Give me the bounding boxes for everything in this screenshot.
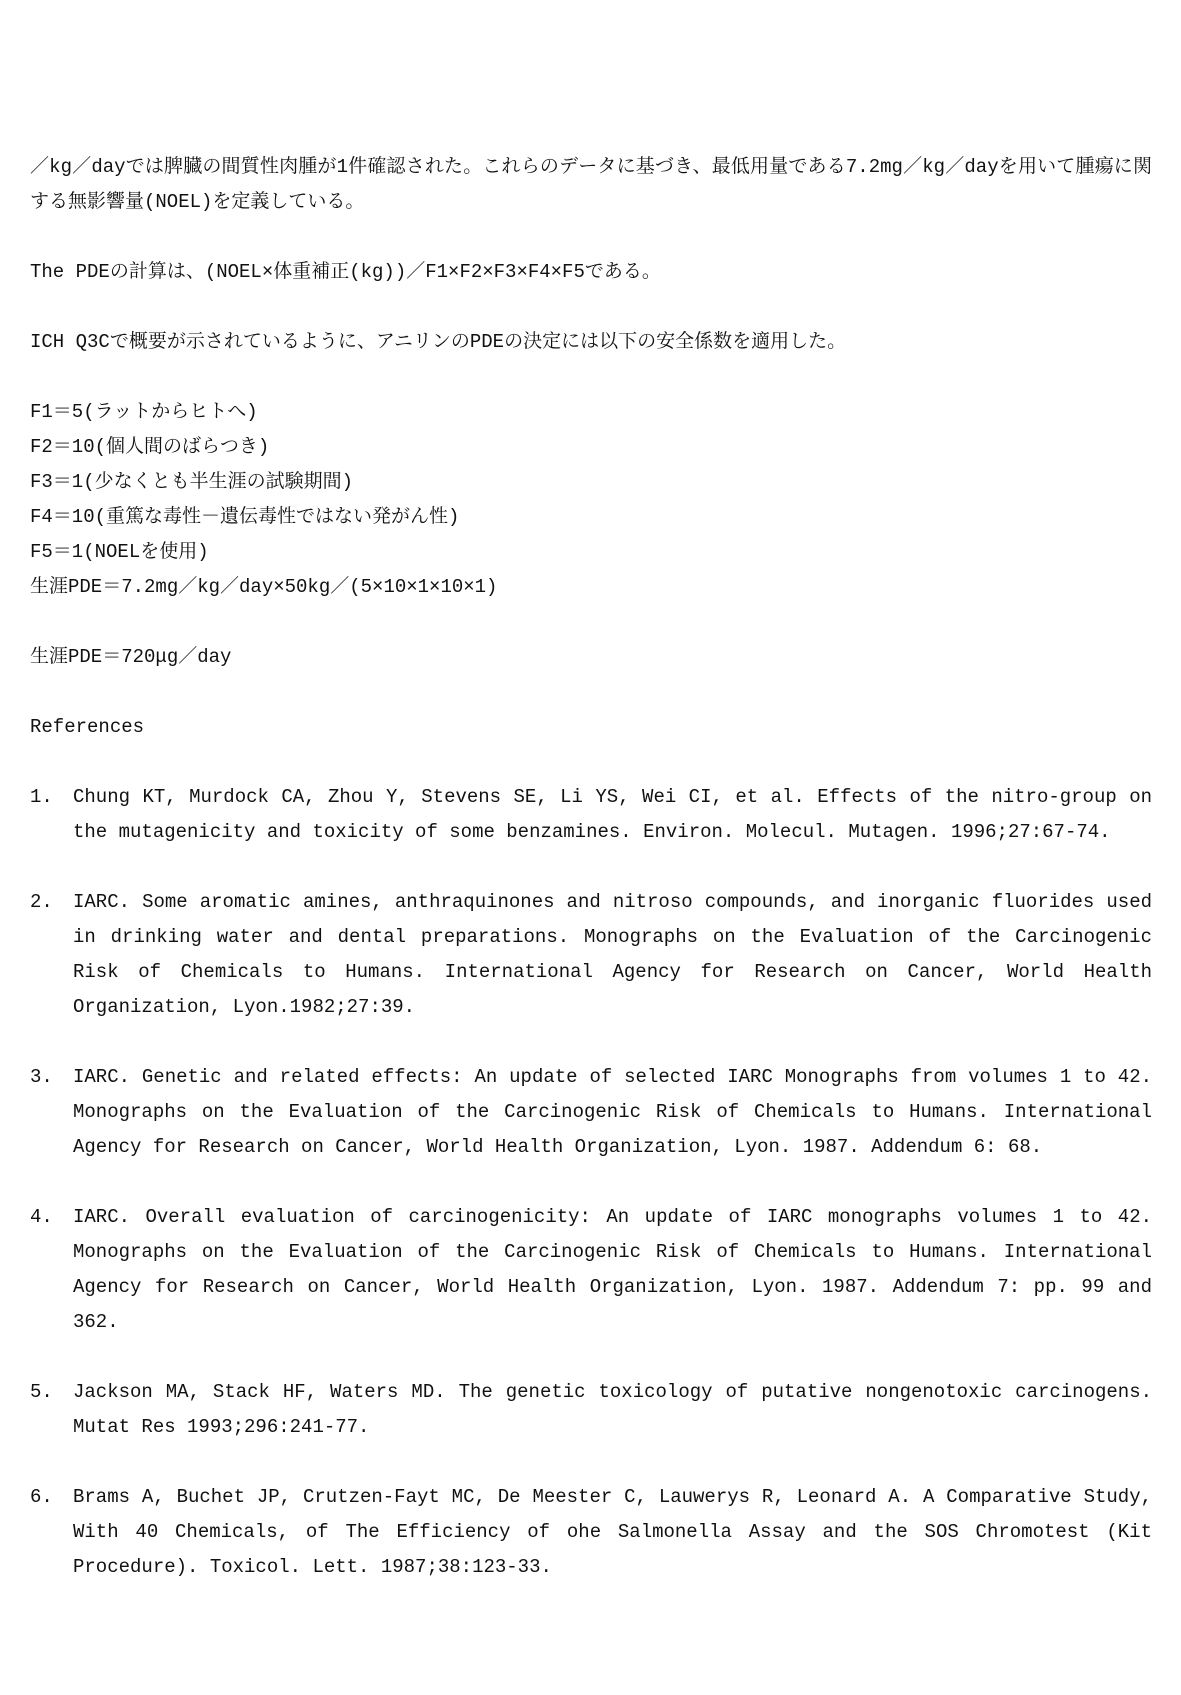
factor-list (30, 395, 1152, 605)
factor-f4: F4＝10(重篤な毒性－遺伝毒性ではない発がん性) (30, 506, 460, 528)
references-heading: References (30, 716, 145, 738)
reference-number: 1. (30, 786, 53, 808)
reference-text: Chung KT, Murdock CA, Zhou Y, Stevens SE, Li YS, Wei CI, et al. Effects of the nitro-group on the mutagenicity and toxicity of some benzamines. Environ. Molecul. Mutagen. 1996;27:67-74. (73, 786, 1152, 843)
paragraph-safety-factors: ICH Q3Cで概要が示されているように、アニリンのPDEの決定には以下の安全係数を適用した。 (30, 331, 847, 353)
reference-number: 6. (30, 1486, 53, 1508)
factor-f5: F5＝1(NOELを使用) (30, 541, 209, 563)
document-page (30, 150, 1152, 1585)
reference-number: 2. (30, 891, 53, 913)
reference-list (30, 780, 1152, 1585)
reference-item (30, 885, 1152, 1025)
factor-f3: F3＝1(少なくとも半生涯の試験期間) (30, 471, 354, 493)
reference-text: IARC. Overall evaluation of carcinogenicity: An update of IARC monographs volumes 1 to 42. Monographs on the Evaluation of the Carcinogenic Risk of Chemicals to Humans. International Agency for Research on Cancer, World Health Organization, Lyon. 1987. Addendum 7: pp. 99 and 362. (73, 1206, 1152, 1333)
paragraph-noel: ／kg／dayでは脾臓の間質性肉腫が1件確認された。これらのデータに基づき、最低用量である7.2mg／kg／dayを用いて腫瘍に関する無影響量(NOEL)を定義している。 (30, 156, 1152, 213)
reference-text: Brams A, Buchet JP, Crutzen-Fayt MC, De Meester C, Lauwerys R, Leonard A. A Comparative Study, With 40 Chemicals, of The Efficiency of ohe Salmonella Assay and the SOS Chromotest (Kit Procedure). Toxicol. Lett. 1987;38:123-33. (73, 1486, 1152, 1578)
reference-item (30, 1060, 1152, 1165)
reference-item (30, 1200, 1152, 1340)
reference-item (30, 1480, 1152, 1585)
pde-calculation: 生涯PDE＝7.2mg／kg／day×50kg／(5×10×1×10×1) (30, 576, 498, 598)
reference-text: Jackson MA, Stack HF, Waters MD. The genetic toxicology of putative nongenotoxic carcinogens. Mutat Res 1993;296:241-77. (73, 1381, 1152, 1438)
reference-number: 5. (30, 1381, 53, 1403)
factor-f2: F2＝10(個人間のばらつき) (30, 436, 270, 458)
pde-result: 生涯PDE＝720μg／day (30, 646, 232, 668)
reference-text: IARC. Some aromatic amines, anthraquinones and nitroso compounds, and inorganic fluorides used in drinking water and dental preparations. Monographs on the Evaluation of the Carcinogenic Risk of Chemicals to Humans. International Agency for Research on Cancer, World Health Organization, Lyon.1982;27:39. (73, 891, 1152, 1018)
factor-f1: F1＝5(ラットからヒトへ) (30, 401, 258, 423)
reference-item (30, 780, 1152, 850)
reference-number: 3. (30, 1066, 53, 1088)
reference-item (30, 1375, 1152, 1445)
reference-text: IARC. Genetic and related effects: An update of selected IARC Monographs from volumes 1 to 42. Monographs on the Evaluation of the Carcinogenic Risk of Chemicals to Humans. International Agency for Research on Cancer, World Health Organization, Lyon. 1987. Addendum 6: 68. (73, 1066, 1152, 1158)
reference-number: 4. (30, 1206, 53, 1228)
paragraph-pde-formula: The PDEの計算は、(NOEL×体重補正(kg))／F1×F2×F3×F4×F5である。 (30, 261, 661, 283)
